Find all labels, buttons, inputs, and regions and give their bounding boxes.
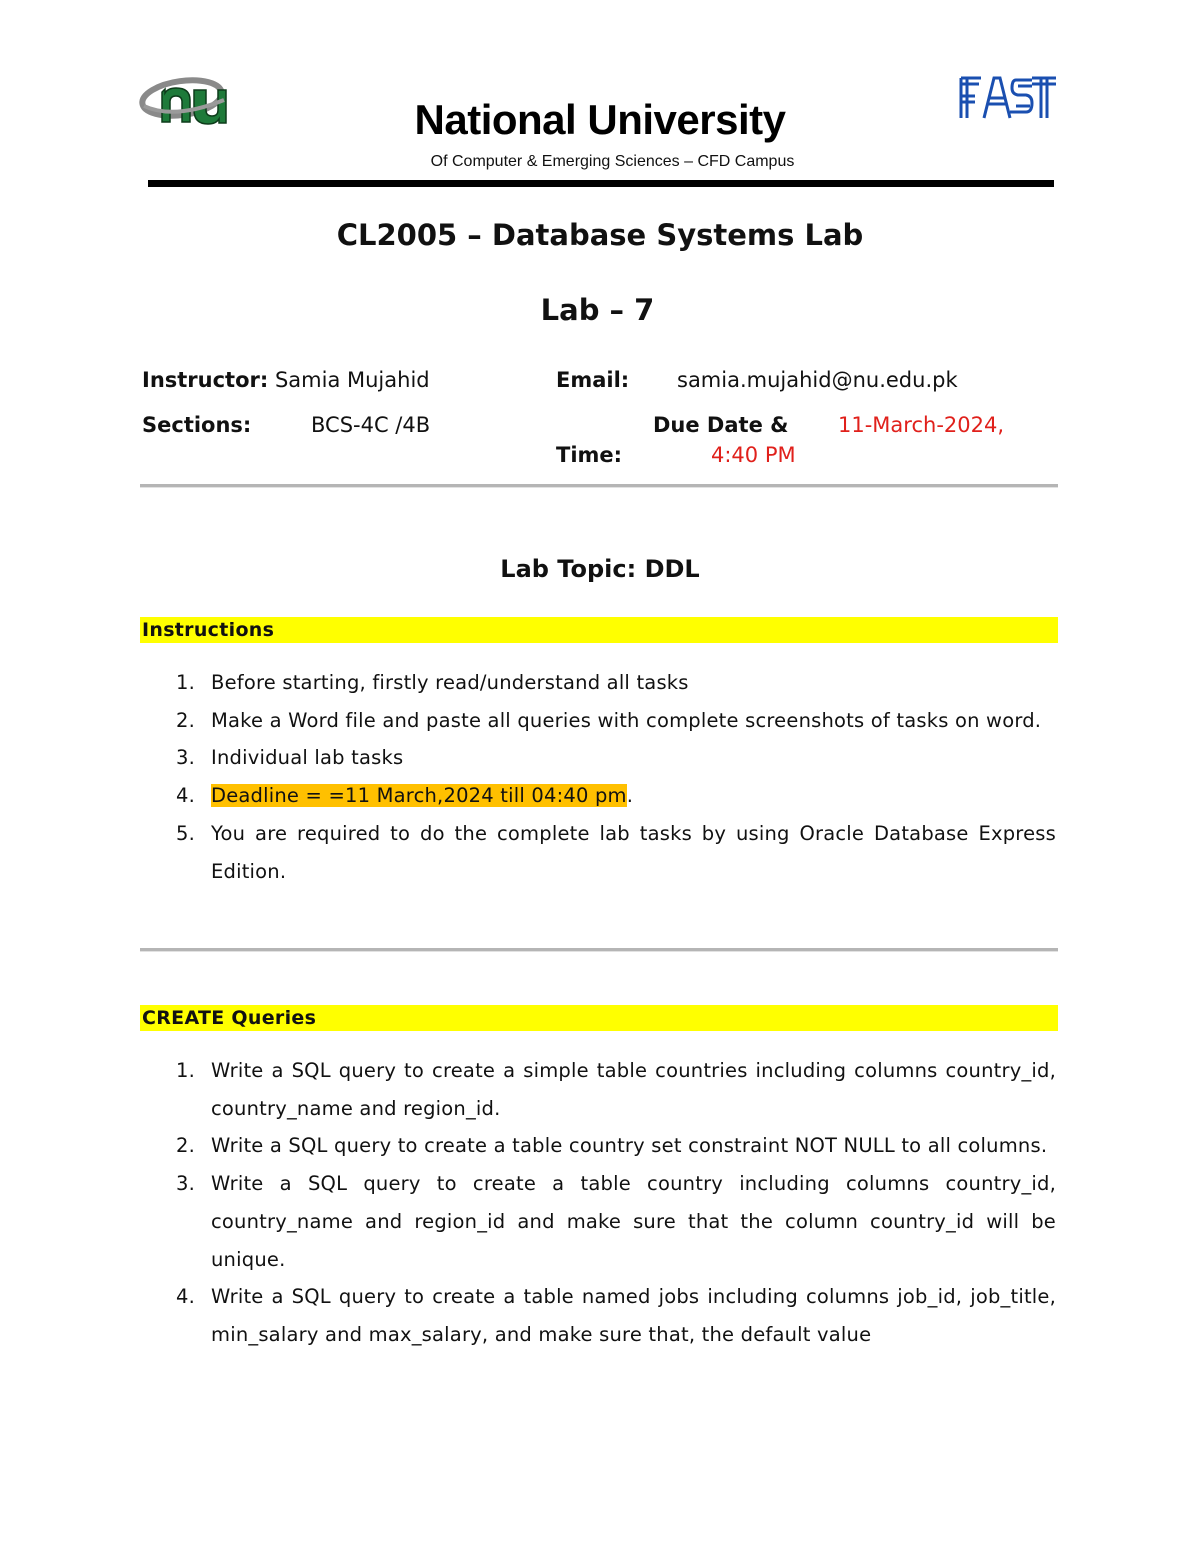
list-number: 5. — [176, 821, 196, 845]
list-number: 4. — [176, 784, 196, 808]
list-text: Write a SQL query to create a table country including columns country_id, country_name and region_id and make sure that the column country_id will be unique. — [211, 1172, 1056, 1271]
instructions-heading: Instructions — [140, 617, 1058, 643]
list-text: Make a Word file and paste all queries with complete screenshots of tasks on word. — [211, 708, 1042, 732]
list-number: 3. — [176, 1172, 196, 1196]
list-number: 3. — [176, 746, 196, 770]
list-text: Before starting, firstly read/understand all tasks — [211, 671, 689, 694]
sections-label — [142, 413, 251, 437]
create-queries-heading: CREATE Queries — [140, 1005, 1058, 1031]
due-label-line2 — [556, 443, 622, 467]
list-item — [140, 1127, 1056, 1165]
list-suffix: . — [626, 784, 634, 808]
list-item — [140, 815, 1056, 890]
list-text: Write a SQL query to create a simple table countries including columns country_id, country_name and region_id. — [211, 1059, 1056, 1120]
university-name: National University — [414, 96, 786, 143]
header-divider — [148, 180, 1054, 187]
list-item — [140, 1165, 1056, 1278]
list-text: Individual lab tasks — [211, 746, 404, 770]
list-item — [140, 739, 1056, 777]
list-text: Write a SQL query to create a table country set constraint NOT NULL to all columns. — [211, 1134, 1048, 1158]
list-item — [140, 1278, 1056, 1353]
list-text: You are required to do the complete lab tasks by using Oracle Database Express Edition. — [211, 821, 1056, 883]
lab-title: Lab – 7 — [540, 293, 655, 327]
list-number: 2. — [176, 1134, 196, 1158]
sections-value: BCS-4C /4B — [311, 413, 431, 437]
list-item — [140, 777, 1056, 815]
list-number: 1. — [176, 671, 196, 694]
list-text: Write a SQL query to create a table named jobs including columns job_id, job_title, min_salary and max_salary, and make sure that, the default value — [211, 1285, 1056, 1346]
course-title: CL2005 – Database Systems Lab — [336, 218, 864, 252]
instructor-row — [142, 368, 430, 392]
email-label-text: Email: — [556, 368, 630, 392]
instructions-divider — [140, 948, 1058, 951]
due-label-2: Time: — [556, 443, 623, 467]
deadline-highlight: Deadline = =11 March,2024 till 04:40 pm — [211, 784, 627, 808]
list-item — [140, 664, 1056, 702]
instructor-value: Samia Mujahid — [274, 368, 430, 392]
list-item — [140, 1052, 1056, 1127]
list-number: 1. — [176, 1059, 196, 1082]
lab-topic: Lab Topic: DDL — [500, 555, 700, 583]
due-date-value: 11-March-2024, — [838, 413, 1005, 437]
list-item — [140, 702, 1056, 740]
sections-label-text: Sections: — [142, 413, 252, 437]
instructor-label: Instructor: — [142, 368, 269, 392]
university-subtitle: Of Computer & Emerging Sciences – CFD Campus — [430, 153, 795, 170]
instructions-list — [140, 664, 1056, 890]
list-number: 4. — [176, 1285, 196, 1309]
due-label-1: Due Date & — [653, 413, 789, 437]
list-number: 2. — [176, 708, 196, 732]
info-divider — [140, 484, 1058, 487]
due-time-value: 4:40 PM — [711, 443, 796, 467]
due-label-line1 — [653, 413, 788, 437]
create-queries-list — [140, 1052, 1056, 1354]
email-label — [556, 368, 629, 392]
email-value: samia.mujahid@nu.edu.pk — [677, 368, 958, 392]
